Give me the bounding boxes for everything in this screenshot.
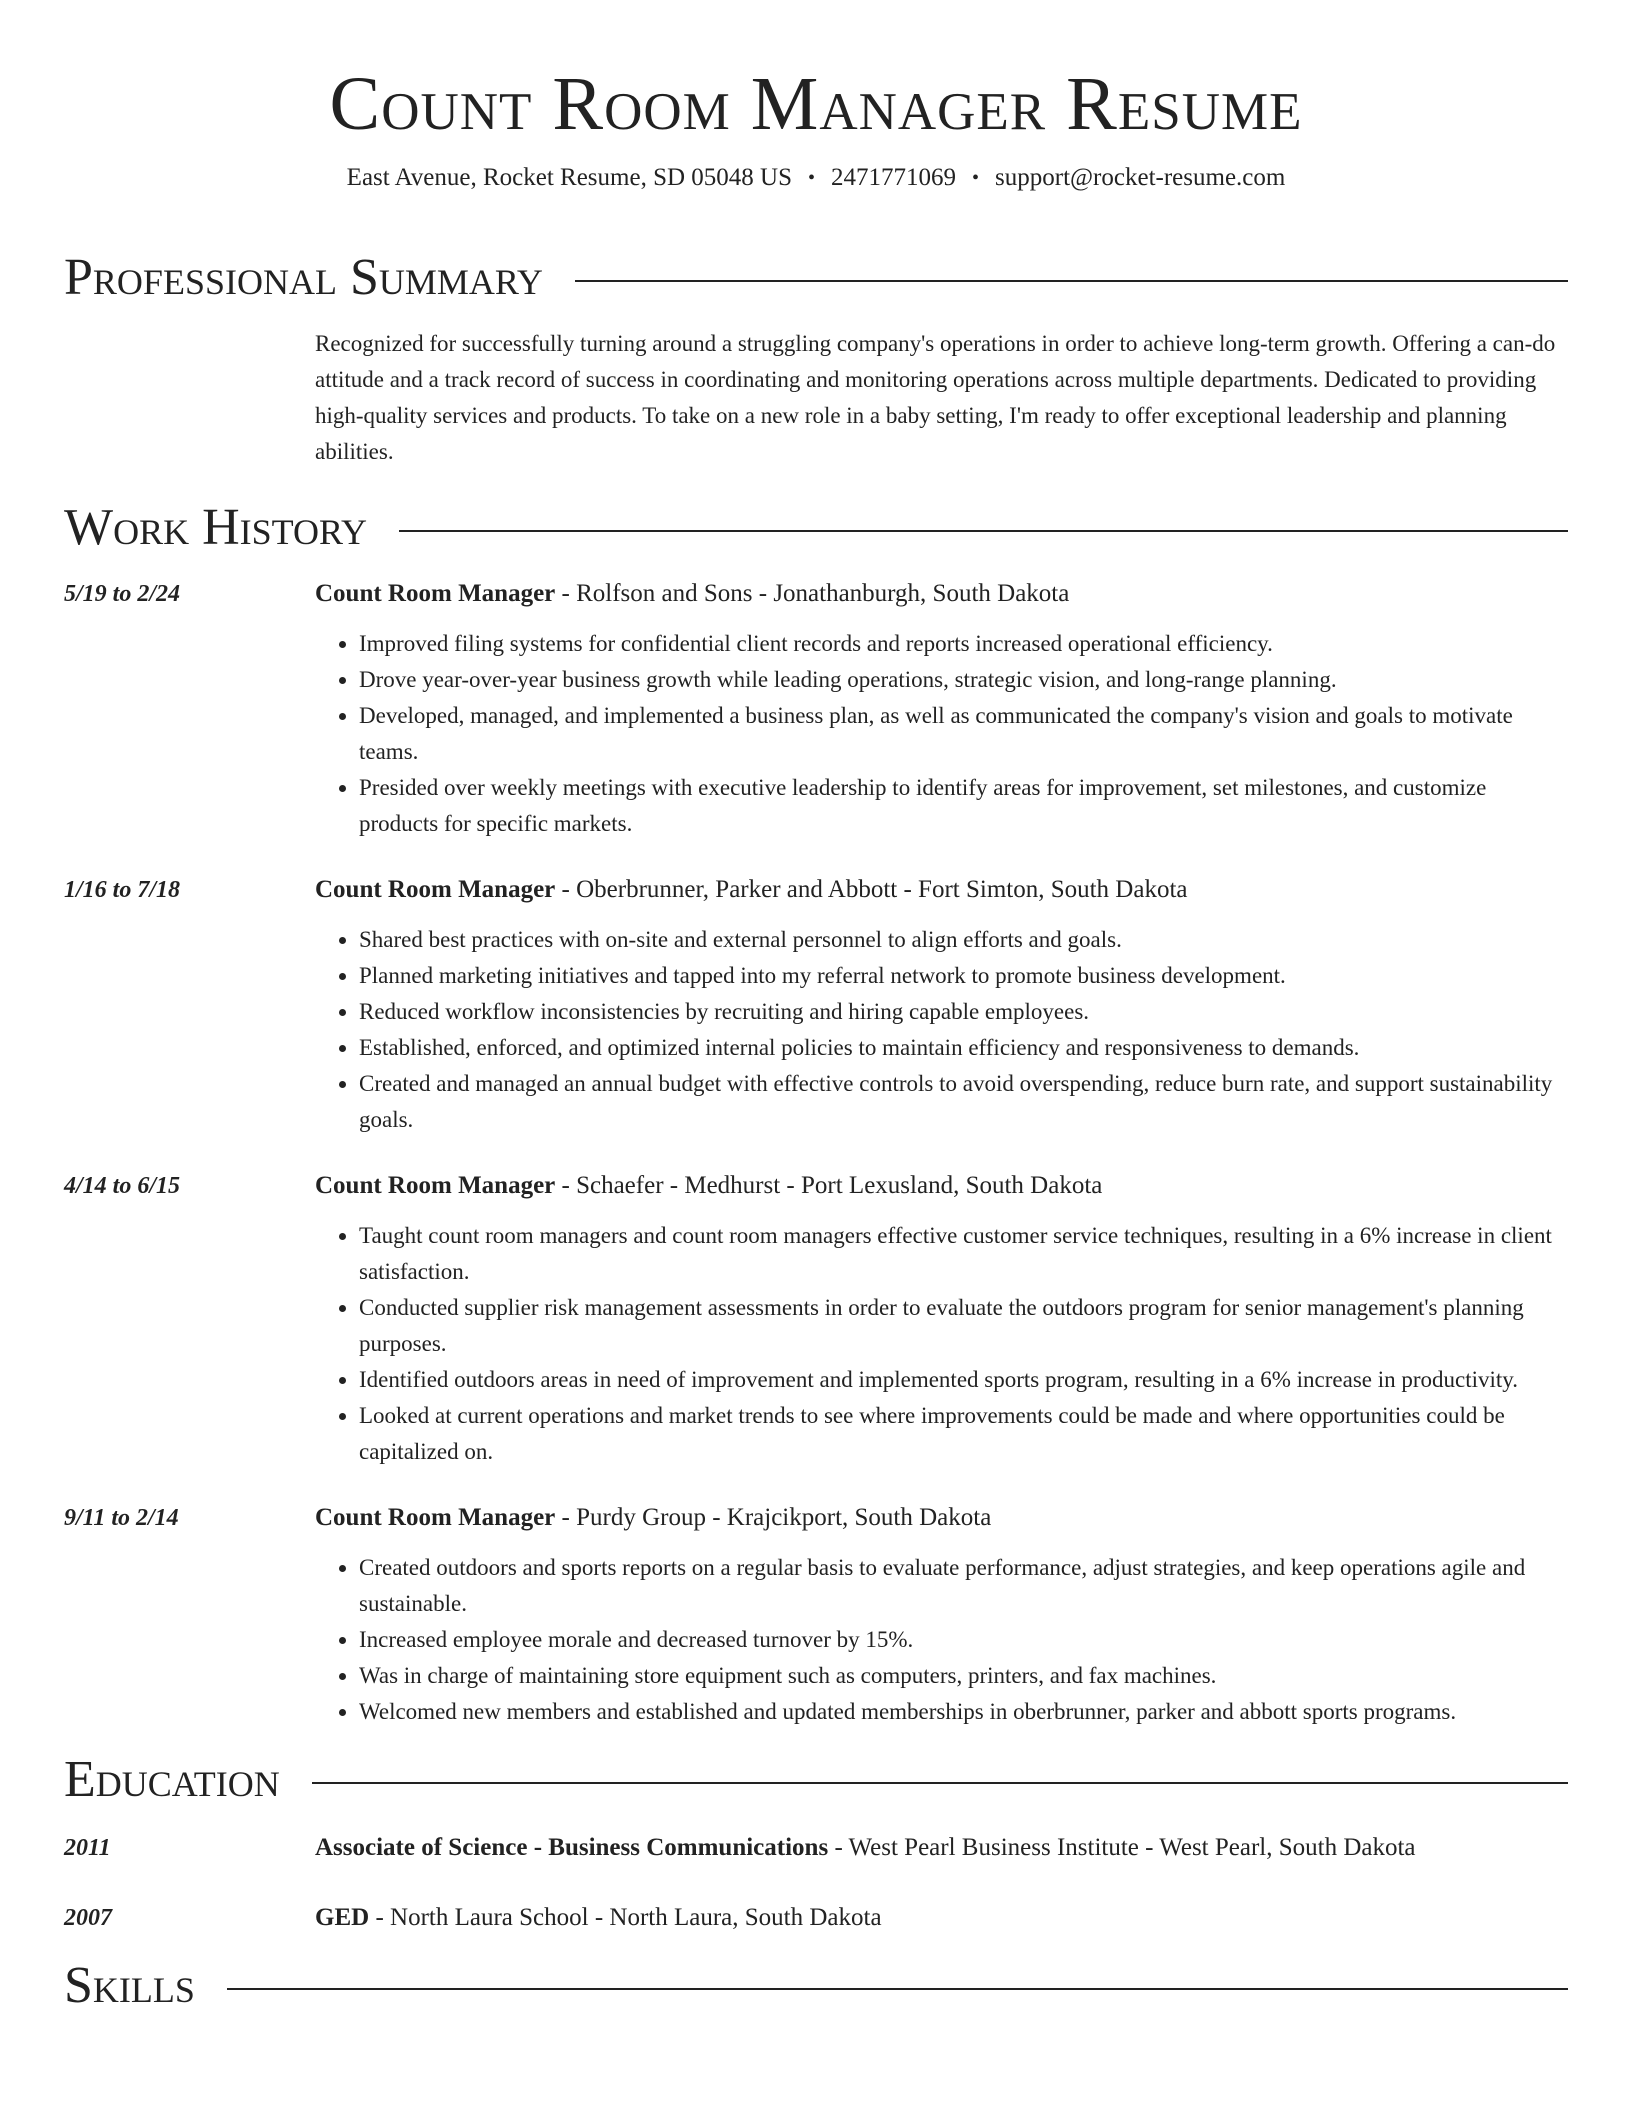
section-header-work-history — [64, 496, 1568, 560]
work-entry-body — [315, 1500, 1568, 1730]
education-entry — [64, 1900, 1568, 1936]
job-employer-location: - Purdy Group - Krajcikport, South Dakota — [555, 1504, 992, 1531]
job-bullet: • Was in charge of maintaining store equipment such as computers, printers, and fax machines. — [359, 1658, 1568, 1694]
job-bullet: • Reduced workflow inconsistencies by recruiting and hiring capable employees. — [359, 994, 1568, 1030]
contact-separator: • — [972, 167, 980, 189]
education-degree: GED — [315, 1904, 370, 1931]
job-bullet: • Looked at current operations and market trends to see where improvements could be made and where opportunities could be capitalized on. — [359, 1398, 1568, 1470]
job-title: Count Room Manager — [315, 1172, 556, 1199]
work-dates: 5/19 to 2/24 — [64, 581, 181, 607]
section-divider — [399, 530, 1568, 532]
contact-phone: 2471771069 — [831, 164, 957, 191]
section-header-summary — [64, 246, 1568, 310]
section-header-education — [64, 1748, 1568, 1812]
work-dates: 4/14 to 6/15 — [64, 1173, 181, 1199]
work-entry — [64, 576, 1568, 842]
job-bullet: • Developed, managed, and implemented a business plan, as well as communicated the company's vision and goals to motivate teams. — [359, 698, 1568, 770]
contact-address: East Avenue, Rocket Resume, SD 05048 US — [346, 164, 792, 191]
job-heading — [315, 1168, 1568, 1204]
job-bullet: • Created outdoors and sports reports on a regular basis to evaluate performance, adjust strategies, and keep operations agile and sustainable. — [359, 1550, 1568, 1622]
work-entry-body — [315, 872, 1568, 1138]
work-entry — [64, 872, 1568, 1138]
education-heading — [315, 1900, 1568, 1936]
job-title: Count Room Manager — [315, 1504, 556, 1531]
education-heading — [315, 1830, 1568, 1866]
job-bullet: • Drove year-over-year business growth while leading operations, strategic vision, and long-range planning. — [359, 662, 1568, 698]
education-school-location: - West Pearl Business Institute - West Pearl, South Dakota — [828, 1834, 1416, 1861]
job-employer-location: - Oberbrunner, Parker and Abbott - Fort Simton, South Dakota — [555, 876, 1188, 903]
job-bullets — [315, 626, 1568, 842]
job-bullet: • Created and managed an annual budget with effective controls to avoid overspending, reduce burn rate, and support sustainability goals. — [359, 1066, 1568, 1138]
job-bullet: • Conducted supplier risk management assessments in order to evaluate the outdoors program for senior management's planning purposes. — [359, 1290, 1568, 1362]
education-school-location: - North Laura School - North Laura, South Dakota — [369, 1904, 882, 1931]
work-entry-body — [315, 1168, 1568, 1470]
job-employer-location: - Rolfson and Sons - Jonathanburgh, South Dakota — [555, 580, 1070, 607]
education-entry — [64, 1830, 1568, 1866]
section-divider — [227, 1988, 1568, 1990]
job-bullets — [315, 922, 1568, 1138]
job-bullet: • Presided over weekly meetings with executive leadership to identify areas for improvement, set milestones, and customize products for specific markets. — [359, 770, 1568, 842]
job-bullet: • Increased employee morale and decreased turnover by 15%. — [359, 1622, 1568, 1658]
job-bullet: • Planned marketing initiatives and tapped into my referral network to promote business development. — [359, 958, 1568, 994]
section-title-work-history: Work History — [64, 499, 368, 556]
job-heading — [315, 872, 1568, 908]
work-entry — [64, 1500, 1568, 1730]
job-heading — [315, 576, 1568, 612]
work-entry — [64, 1168, 1568, 1470]
job-bullets — [315, 1218, 1568, 1470]
section-divider — [575, 280, 1568, 282]
summary-text: Recognized for successfully turning around a struggling company's operations in order to achieve long-term growth. Offering a can-do attitude and a track record of success in coordinating and monitoring operations across multiple departments. Dedicated to providing high-quality services and products. To take on a new role in a baby setting, I'm ready to offer exceptional leadership and planning abilities. — [315, 331, 1556, 464]
job-title: Count Room Manager — [315, 876, 556, 903]
section-title-summary: Professional Summary — [64, 249, 543, 306]
contact-line — [64, 162, 1568, 194]
section-divider — [312, 1782, 1568, 1784]
section-title-education: Education — [64, 1751, 280, 1808]
job-employer-location: - Schaefer - Medhurst - Port Lexusland, South Dakota — [555, 1172, 1103, 1199]
section-title-skills: Skills — [64, 1957, 195, 2014]
work-dates: 9/11 to 2/14 — [64, 1505, 179, 1531]
job-bullet: • Taught count room managers and count room managers effective customer service techniques, resulting in a 6% increase in client satisfaction. — [359, 1218, 1568, 1290]
job-heading — [315, 1500, 1568, 1536]
job-bullet: • Improved filing systems for confidential client records and reports increased operational efficiency. — [359, 626, 1568, 662]
job-title: Count Room Manager — [315, 580, 556, 607]
section-header-skills — [64, 1954, 1568, 2018]
resume-title: Count Room Manager Resume — [329, 62, 1303, 146]
work-dates: 1/16 to 7/18 — [64, 877, 181, 903]
education-degree: Associate of Science - Business Communications — [315, 1834, 829, 1861]
job-bullets — [315, 1550, 1568, 1730]
education-year: 2011 — [64, 1835, 111, 1861]
education-year: 2007 — [64, 1905, 112, 1931]
work-entry-body — [315, 576, 1568, 842]
contact-email: support@rocket-resume.com — [995, 164, 1286, 191]
job-bullet: • Shared best practices with on-site and external personnel to align efforts and goals. — [359, 922, 1568, 958]
job-bullet: • Identified outdoors areas in need of improvement and implemented sports program, resulting in a 6% increase in productivity. — [359, 1362, 1568, 1398]
contact-separator: • — [808, 167, 816, 189]
job-bullet: • Welcomed new members and established and updated memberships in oberbrunner, parker and abbott sports programs. — [359, 1694, 1568, 1730]
job-bullet: • Established, enforced, and optimized internal policies to maintain efficiency and responsiveness to demands. — [359, 1030, 1568, 1066]
